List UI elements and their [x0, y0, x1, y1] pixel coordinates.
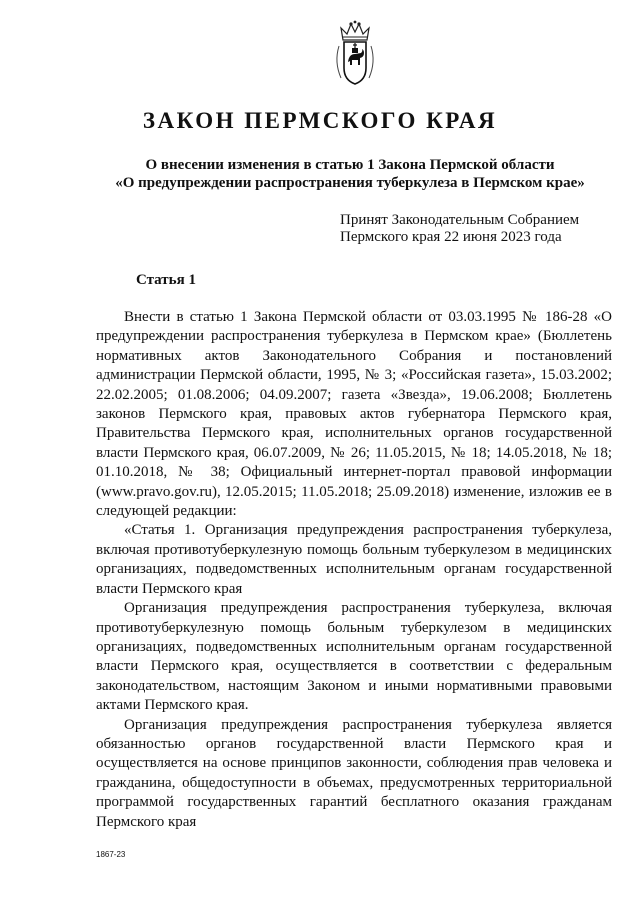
article-paragraph: Внести в статью 1 Закона Пермской области от 03.03.1995 № 186-28 «О предупреждении распространения туберкулеза в Пермском крае» (Бюллетень нормативных актов Законодательного Собрания и постановлений администрации Пермской области, 1995, № 3; «Российская газета», 15.03.2002; 22.02.2005; 01.08.2006; 04.09.2007; газета «Звезда», 19.06.2008; Бюллетень законов Пермского края, правовых актов губернатора Пермского края, Правительства Пермского края, исполнительных органов государственной власти Пермского края, 06.07.2009, № 26; 11.05.2015, № 18; 14.05.2018, № 18; 01.10.2018, № 38; Официальный интернет-портал правовой информации (www.pravo.gov.ru), 12.05.2015; 11.05.2018; 25.09.2018) изменение, изложив ее в следующей редакции: — [96, 309, 612, 520]
document-code: 1867-23 — [96, 850, 126, 859]
law-title: ЗАКОН ПЕРМСКОГО КРАЯ — [142, 108, 498, 133]
perm-krai-coat-of-arms-icon — [331, 20, 379, 88]
adoption-line-1: Принят Законодательным Собранием — [340, 212, 580, 228]
article-paragraph: Организация предупреждения распространения туберкулеза, включая противотуберкулезную помощь больным туберкулезом в медицинских организациях, подведомственных исполнительным органам государственной власти Пермского края, осуществляется в соответствии с федеральным законодательством, настоящим Законом и иными нормативными правовыми актами Пермского края. — [96, 600, 612, 714]
adoption-note — [340, 212, 579, 246]
subtitle-line-1: О внесении изменения в статью 1 Закона Пермской области — [145, 157, 555, 173]
article-body — [96, 308, 612, 832]
article-paragraph: «Статья 1. Организация предупреждения распространения туберкулеза, включая противотуберкулезную помощь больным туберкулезом в медицинских организациях, подведомственных исполнительным органам государственной власти Пермского края — [96, 522, 612, 597]
adoption-line-2: Пермского края 22 июня 2023 года — [340, 229, 562, 245]
article-paragraph: Организация предупреждения распространения туберкулеза является обязанностью органов государственной власти Пермского края и осуществляется на основе принципов законности, соблюдения прав человека и гражданина, общедоступности в объемах, предусмотренных территориальной программой государственных гарантий бесплатного оказания гражданам Пермского края — [96, 716, 612, 830]
law-subtitle — [60, 156, 640, 192]
subtitle-line-2: «О предупреждении распространения туберкулеза в Пермском крае» — [115, 175, 585, 191]
article-heading: Статья 1 — [136, 272, 196, 288]
